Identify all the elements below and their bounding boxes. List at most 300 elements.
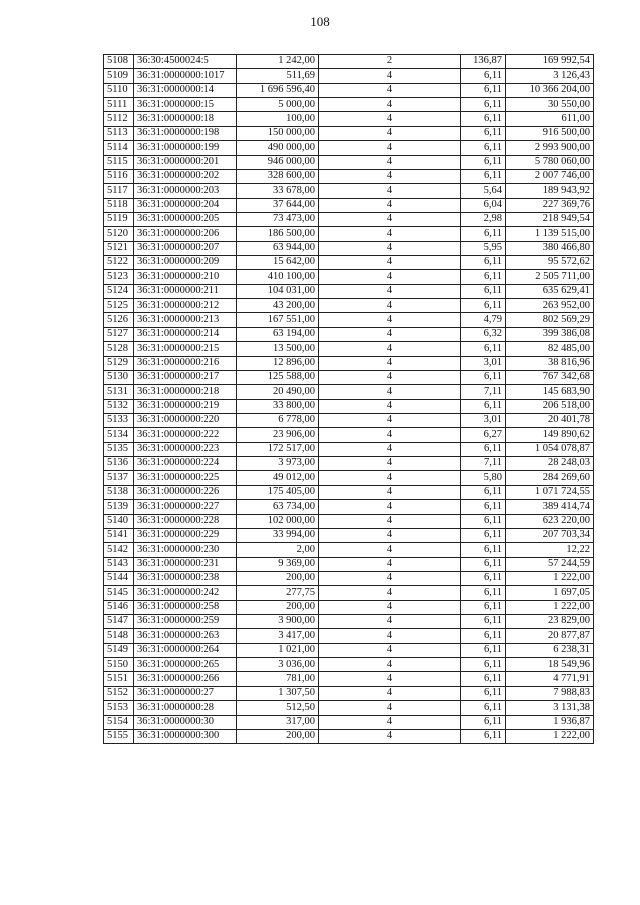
area-cell: 172 517,00 bbox=[237, 442, 319, 456]
code-cell: 4 bbox=[319, 571, 461, 585]
cadastral-number-cell: 36:31:0000000:204 bbox=[134, 198, 237, 212]
table-row bbox=[104, 270, 594, 284]
table-row bbox=[104, 715, 594, 729]
row-number-cell: 5124 bbox=[104, 284, 134, 298]
code-cell: 4 bbox=[319, 227, 461, 241]
cadastral-number-cell: 36:31:0000000:30 bbox=[134, 715, 237, 729]
amount-cell: 207 703,34 bbox=[506, 528, 594, 542]
amount-cell: 218 949,54 bbox=[506, 212, 594, 226]
code-cell: 4 bbox=[319, 442, 461, 456]
row-number-cell: 5114 bbox=[104, 141, 134, 155]
area-cell: 328 600,00 bbox=[237, 169, 319, 183]
row-number-cell: 5119 bbox=[104, 212, 134, 226]
cadastral-number-cell: 36:31:0000000:265 bbox=[134, 658, 237, 672]
cadastral-number-cell: 36:30:4500024:5 bbox=[134, 55, 237, 69]
amount-cell: 30 550,00 bbox=[506, 98, 594, 112]
area-cell: 946 000,00 bbox=[237, 155, 319, 169]
rate-cell: 6,11 bbox=[461, 256, 506, 270]
rate-cell: 6,11 bbox=[461, 543, 506, 557]
rate-cell: 6,11 bbox=[461, 83, 506, 97]
table-row bbox=[104, 442, 594, 456]
cadastral-number-cell: 36:31:0000000:18 bbox=[134, 112, 237, 126]
area-cell: 277,75 bbox=[237, 586, 319, 600]
row-number-cell: 5147 bbox=[104, 615, 134, 629]
area-cell: 167 551,00 bbox=[237, 313, 319, 327]
row-number-cell: 5120 bbox=[104, 227, 134, 241]
area-cell: 200,00 bbox=[237, 571, 319, 585]
area-cell: 15 642,00 bbox=[237, 256, 319, 270]
cadastral-number-cell: 36:31:0000000:217 bbox=[134, 370, 237, 384]
area-cell: 1 307,50 bbox=[237, 686, 319, 700]
rate-cell: 6,11 bbox=[461, 69, 506, 83]
rate-cell: 136,87 bbox=[461, 55, 506, 69]
rate-cell: 6,11 bbox=[461, 270, 506, 284]
area-cell: 511,69 bbox=[237, 69, 319, 83]
row-number-cell: 5136 bbox=[104, 457, 134, 471]
table-row bbox=[104, 184, 594, 198]
cadastral-number-cell: 36:31:0000000:224 bbox=[134, 457, 237, 471]
table-row bbox=[104, 69, 594, 83]
cadastral-number-cell: 36:31:0000000:226 bbox=[134, 485, 237, 499]
rate-cell: 6,11 bbox=[461, 399, 506, 413]
amount-cell: 23 829,00 bbox=[506, 615, 594, 629]
row-number-cell: 5144 bbox=[104, 571, 134, 585]
row-number-cell: 5146 bbox=[104, 600, 134, 614]
cadastral-number-cell: 36:31:0000000:27 bbox=[134, 686, 237, 700]
area-cell: 63 194,00 bbox=[237, 327, 319, 341]
area-cell: 3 036,00 bbox=[237, 658, 319, 672]
code-cell: 4 bbox=[319, 342, 461, 356]
code-cell: 4 bbox=[319, 98, 461, 112]
table-row bbox=[104, 112, 594, 126]
rate-cell: 6,11 bbox=[461, 126, 506, 140]
area-cell: 3 973,00 bbox=[237, 457, 319, 471]
area-cell: 5 000,00 bbox=[237, 98, 319, 112]
amount-cell: 145 683,90 bbox=[506, 385, 594, 399]
amount-cell: 1 071 724,55 bbox=[506, 485, 594, 499]
row-number-cell: 5131 bbox=[104, 385, 134, 399]
row-number-cell: 5108 bbox=[104, 55, 134, 69]
rate-cell: 6,32 bbox=[461, 327, 506, 341]
row-number-cell: 5142 bbox=[104, 543, 134, 557]
table-row bbox=[104, 83, 594, 97]
table-row bbox=[104, 557, 594, 571]
code-cell: 4 bbox=[319, 514, 461, 528]
amount-cell: 12,22 bbox=[506, 543, 594, 557]
rate-cell: 6,11 bbox=[461, 370, 506, 384]
amount-cell: 4 771,91 bbox=[506, 672, 594, 686]
code-cell: 4 bbox=[319, 457, 461, 471]
code-cell: 4 bbox=[319, 256, 461, 270]
row-number-cell: 5111 bbox=[104, 98, 134, 112]
rate-cell: 6,11 bbox=[461, 528, 506, 542]
cadastral-number-cell: 36:31:0000000:1017 bbox=[134, 69, 237, 83]
amount-cell: 18 549,96 bbox=[506, 658, 594, 672]
amount-cell: 1 222,00 bbox=[506, 571, 594, 585]
rate-cell: 7,11 bbox=[461, 385, 506, 399]
amount-cell: 28 248,03 bbox=[506, 457, 594, 471]
row-number-cell: 5134 bbox=[104, 428, 134, 442]
area-cell: 33 994,00 bbox=[237, 528, 319, 542]
code-cell: 4 bbox=[319, 284, 461, 298]
cadastral-number-cell: 36:31:0000000:300 bbox=[134, 729, 237, 743]
row-number-cell: 5132 bbox=[104, 399, 134, 413]
area-cell: 104 031,00 bbox=[237, 284, 319, 298]
code-cell: 4 bbox=[319, 500, 461, 514]
area-cell: 63 944,00 bbox=[237, 241, 319, 255]
table-row bbox=[104, 399, 594, 413]
table-row bbox=[104, 457, 594, 471]
rate-cell: 6,27 bbox=[461, 428, 506, 442]
table-row bbox=[104, 658, 594, 672]
code-cell: 4 bbox=[319, 643, 461, 657]
amount-cell: 1 139 515,00 bbox=[506, 227, 594, 241]
code-cell: 4 bbox=[319, 528, 461, 542]
cadastral-number-cell: 36:31:0000000:203 bbox=[134, 184, 237, 198]
row-number-cell: 5148 bbox=[104, 629, 134, 643]
code-cell: 4 bbox=[319, 299, 461, 313]
cadastral-number-cell: 36:31:0000000:214 bbox=[134, 327, 237, 341]
cadastral-number-cell: 36:31:0000000:215 bbox=[134, 342, 237, 356]
amount-cell: 399 386,08 bbox=[506, 327, 594, 341]
cadastral-number-cell: 36:31:0000000:266 bbox=[134, 672, 237, 686]
amount-cell: 149 890,62 bbox=[506, 428, 594, 442]
cadastral-number-cell: 36:31:0000000:213 bbox=[134, 313, 237, 327]
code-cell: 2 bbox=[319, 55, 461, 69]
amount-cell: 284 269,60 bbox=[506, 471, 594, 485]
code-cell: 4 bbox=[319, 399, 461, 413]
table-row bbox=[104, 571, 594, 585]
amount-cell: 3 126,43 bbox=[506, 69, 594, 83]
cadastral-number-cell: 36:31:0000000:199 bbox=[134, 141, 237, 155]
rate-cell: 6,11 bbox=[461, 141, 506, 155]
code-cell: 4 bbox=[319, 729, 461, 743]
area-cell: 3 417,00 bbox=[237, 629, 319, 643]
code-cell: 4 bbox=[319, 212, 461, 226]
cadastral-number-cell: 36:31:0000000:238 bbox=[134, 571, 237, 585]
rate-cell: 6,11 bbox=[461, 571, 506, 585]
code-cell: 4 bbox=[319, 543, 461, 557]
row-number-cell: 5150 bbox=[104, 658, 134, 672]
rate-cell: 3,01 bbox=[461, 356, 506, 370]
code-cell: 4 bbox=[319, 471, 461, 485]
area-cell: 6 778,00 bbox=[237, 413, 319, 427]
rate-cell: 6,11 bbox=[461, 629, 506, 643]
table-row bbox=[104, 356, 594, 370]
code-cell: 4 bbox=[319, 485, 461, 499]
amount-cell: 802 569,29 bbox=[506, 313, 594, 327]
cadastral-number-cell: 36:31:0000000:263 bbox=[134, 629, 237, 643]
row-number-cell: 5115 bbox=[104, 155, 134, 169]
area-cell: 13 500,00 bbox=[237, 342, 319, 356]
cadastral-number-cell: 36:31:0000000:228 bbox=[134, 514, 237, 528]
area-cell: 12 896,00 bbox=[237, 356, 319, 370]
row-number-cell: 5153 bbox=[104, 701, 134, 715]
cadastral-number-cell: 36:31:0000000:210 bbox=[134, 270, 237, 284]
code-cell: 4 bbox=[319, 270, 461, 284]
page-number: 108 bbox=[310, 14, 330, 29]
table-row bbox=[104, 543, 594, 557]
amount-cell: 38 816,96 bbox=[506, 356, 594, 370]
cadastral-number-cell: 36:31:0000000:198 bbox=[134, 126, 237, 140]
table-row bbox=[104, 586, 594, 600]
code-cell: 4 bbox=[319, 327, 461, 341]
cadastral-number-cell: 36:31:0000000:229 bbox=[134, 528, 237, 542]
table-row bbox=[104, 313, 594, 327]
amount-cell: 1 697,05 bbox=[506, 586, 594, 600]
amount-cell: 389 414,74 bbox=[506, 500, 594, 514]
table-row bbox=[104, 385, 594, 399]
row-number-cell: 5126 bbox=[104, 313, 134, 327]
table-row bbox=[104, 514, 594, 528]
amount-cell: 916 500,00 bbox=[506, 126, 594, 140]
area-cell: 150 000,00 bbox=[237, 126, 319, 140]
table-row bbox=[104, 701, 594, 715]
area-cell: 200,00 bbox=[237, 600, 319, 614]
registry-table bbox=[103, 54, 594, 744]
table-row bbox=[104, 299, 594, 313]
row-number-cell: 5139 bbox=[104, 500, 134, 514]
table-row bbox=[104, 126, 594, 140]
area-cell: 100,00 bbox=[237, 112, 319, 126]
table-row bbox=[104, 241, 594, 255]
cadastral-number-cell: 36:31:0000000:258 bbox=[134, 600, 237, 614]
area-cell: 410 100,00 bbox=[237, 270, 319, 284]
code-cell: 4 bbox=[319, 169, 461, 183]
table-row bbox=[104, 342, 594, 356]
cadastral-number-cell: 36:31:0000000:15 bbox=[134, 98, 237, 112]
amount-cell: 3 131,38 bbox=[506, 701, 594, 715]
registry-table-body bbox=[104, 55, 594, 744]
cadastral-number-cell: 36:31:0000000:216 bbox=[134, 356, 237, 370]
area-cell: 2,00 bbox=[237, 543, 319, 557]
row-number-cell: 5109 bbox=[104, 69, 134, 83]
row-number-cell: 5130 bbox=[104, 370, 134, 384]
code-cell: 4 bbox=[319, 600, 461, 614]
area-cell: 186 500,00 bbox=[237, 227, 319, 241]
table-row bbox=[104, 413, 594, 427]
amount-cell: 380 466,80 bbox=[506, 241, 594, 255]
amount-cell: 10 366 204,00 bbox=[506, 83, 594, 97]
code-cell: 4 bbox=[319, 428, 461, 442]
amount-cell: 2 505 711,00 bbox=[506, 270, 594, 284]
amount-cell: 169 992,54 bbox=[506, 55, 594, 69]
area-cell: 20 490,00 bbox=[237, 385, 319, 399]
rate-cell: 4,79 bbox=[461, 313, 506, 327]
rate-cell: 5,80 bbox=[461, 471, 506, 485]
amount-cell: 1 222,00 bbox=[506, 600, 594, 614]
cadastral-number-cell: 36:31:0000000:212 bbox=[134, 299, 237, 313]
code-cell: 4 bbox=[319, 557, 461, 571]
code-cell: 4 bbox=[319, 126, 461, 140]
area-cell: 125 588,00 bbox=[237, 370, 319, 384]
code-cell: 4 bbox=[319, 83, 461, 97]
amount-cell: 57 244,59 bbox=[506, 557, 594, 571]
code-cell: 4 bbox=[319, 629, 461, 643]
amount-cell: 1 936,87 bbox=[506, 715, 594, 729]
table-row bbox=[104, 212, 594, 226]
cadastral-number-cell: 36:31:0000000:28 bbox=[134, 701, 237, 715]
cadastral-number-cell: 36:31:0000000:218 bbox=[134, 385, 237, 399]
rate-cell: 6,11 bbox=[461, 155, 506, 169]
table-row bbox=[104, 615, 594, 629]
amount-cell: 1 222,00 bbox=[506, 729, 594, 743]
amount-cell: 2 993 900,00 bbox=[506, 141, 594, 155]
code-cell: 4 bbox=[319, 356, 461, 370]
area-cell: 33 678,00 bbox=[237, 184, 319, 198]
code-cell: 4 bbox=[319, 184, 461, 198]
rate-cell: 7,11 bbox=[461, 457, 506, 471]
cadastral-number-cell: 36:31:0000000:223 bbox=[134, 442, 237, 456]
rate-cell: 3,01 bbox=[461, 413, 506, 427]
cadastral-number-cell: 36:31:0000000:225 bbox=[134, 471, 237, 485]
code-cell: 4 bbox=[319, 141, 461, 155]
cadastral-number-cell: 36:31:0000000:259 bbox=[134, 615, 237, 629]
table-row bbox=[104, 629, 594, 643]
code-cell: 4 bbox=[319, 615, 461, 629]
code-cell: 4 bbox=[319, 155, 461, 169]
table-row bbox=[104, 327, 594, 341]
row-number-cell: 5122 bbox=[104, 256, 134, 270]
row-number-cell: 5149 bbox=[104, 643, 134, 657]
row-number-cell: 5138 bbox=[104, 485, 134, 499]
area-cell: 102 000,00 bbox=[237, 514, 319, 528]
area-cell: 1 021,00 bbox=[237, 643, 319, 657]
rate-cell: 6,11 bbox=[461, 557, 506, 571]
code-cell: 4 bbox=[319, 69, 461, 83]
amount-cell: 189 943,92 bbox=[506, 184, 594, 198]
code-cell: 4 bbox=[319, 112, 461, 126]
code-cell: 4 bbox=[319, 413, 461, 427]
row-number-cell: 5128 bbox=[104, 342, 134, 356]
table-row bbox=[104, 686, 594, 700]
row-number-cell: 5125 bbox=[104, 299, 134, 313]
amount-cell: 7 988,83 bbox=[506, 686, 594, 700]
code-cell: 4 bbox=[319, 701, 461, 715]
row-number-cell: 5143 bbox=[104, 557, 134, 571]
table-row bbox=[104, 485, 594, 499]
row-number-cell: 5110 bbox=[104, 83, 134, 97]
rate-cell: 6,11 bbox=[461, 98, 506, 112]
row-number-cell: 5152 bbox=[104, 686, 134, 700]
amount-cell: 227 369,76 bbox=[506, 198, 594, 212]
code-cell: 4 bbox=[319, 370, 461, 384]
cadastral-number-cell: 36:31:0000000:201 bbox=[134, 155, 237, 169]
rate-cell: 6,11 bbox=[461, 227, 506, 241]
row-number-cell: 5113 bbox=[104, 126, 134, 140]
rate-cell: 6,11 bbox=[461, 169, 506, 183]
amount-cell: 635 629,41 bbox=[506, 284, 594, 298]
amount-cell: 95 572,62 bbox=[506, 256, 594, 270]
cadastral-number-cell: 36:31:0000000:209 bbox=[134, 256, 237, 270]
rate-cell: 6,11 bbox=[461, 729, 506, 743]
area-cell: 3 900,00 bbox=[237, 615, 319, 629]
cadastral-number-cell: 36:31:0000000:206 bbox=[134, 227, 237, 241]
amount-cell: 767 342,68 bbox=[506, 370, 594, 384]
cadastral-number-cell: 36:31:0000000:205 bbox=[134, 212, 237, 226]
area-cell: 512,50 bbox=[237, 701, 319, 715]
row-number-cell: 5117 bbox=[104, 184, 134, 198]
rate-cell: 6,11 bbox=[461, 514, 506, 528]
area-cell: 33 800,00 bbox=[237, 399, 319, 413]
rate-cell: 6,11 bbox=[461, 715, 506, 729]
table-row bbox=[104, 370, 594, 384]
rate-cell: 6,11 bbox=[461, 586, 506, 600]
cadastral-number-cell: 36:31:0000000:264 bbox=[134, 643, 237, 657]
table-row bbox=[104, 198, 594, 212]
rate-cell: 6,11 bbox=[461, 500, 506, 514]
row-number-cell: 5141 bbox=[104, 528, 134, 542]
table-row bbox=[104, 284, 594, 298]
amount-cell: 611,00 bbox=[506, 112, 594, 126]
amount-cell: 2 007 746,00 bbox=[506, 169, 594, 183]
rate-cell: 2,98 bbox=[461, 212, 506, 226]
table-row bbox=[104, 141, 594, 155]
rate-cell: 6,11 bbox=[461, 658, 506, 672]
row-number-cell: 5127 bbox=[104, 327, 134, 341]
amount-cell: 6 238,31 bbox=[506, 643, 594, 657]
row-number-cell: 5129 bbox=[104, 356, 134, 370]
cadastral-number-cell: 36:31:0000000:202 bbox=[134, 169, 237, 183]
row-number-cell: 5155 bbox=[104, 729, 134, 743]
rate-cell: 6,11 bbox=[461, 600, 506, 614]
rate-cell: 6,11 bbox=[461, 643, 506, 657]
table-row bbox=[104, 55, 594, 69]
rate-cell: 6,11 bbox=[461, 686, 506, 700]
cadastral-number-cell: 36:31:0000000:230 bbox=[134, 543, 237, 557]
row-number-cell: 5118 bbox=[104, 198, 134, 212]
area-cell: 9 369,00 bbox=[237, 557, 319, 571]
rate-cell: 6,11 bbox=[461, 284, 506, 298]
table-row bbox=[104, 169, 594, 183]
code-cell: 4 bbox=[319, 658, 461, 672]
row-number-cell: 5154 bbox=[104, 715, 134, 729]
rate-cell: 6,04 bbox=[461, 198, 506, 212]
cadastral-number-cell: 36:31:0000000:14 bbox=[134, 83, 237, 97]
rate-cell: 6,11 bbox=[461, 299, 506, 313]
rate-cell: 6,11 bbox=[461, 342, 506, 356]
cadastral-number-cell: 36:31:0000000:211 bbox=[134, 284, 237, 298]
amount-cell: 5 780 060,00 bbox=[506, 155, 594, 169]
cadastral-number-cell: 36:31:0000000:207 bbox=[134, 241, 237, 255]
code-cell: 4 bbox=[319, 672, 461, 686]
row-number-cell: 5135 bbox=[104, 442, 134, 456]
row-number-cell: 5116 bbox=[104, 169, 134, 183]
cadastral-number-cell: 36:31:0000000:231 bbox=[134, 557, 237, 571]
cadastral-number-cell: 36:31:0000000:220 bbox=[134, 413, 237, 427]
row-number-cell: 5137 bbox=[104, 471, 134, 485]
area-cell: 37 644,00 bbox=[237, 198, 319, 212]
code-cell: 4 bbox=[319, 241, 461, 255]
row-number-cell: 5112 bbox=[104, 112, 134, 126]
amount-cell: 206 518,00 bbox=[506, 399, 594, 413]
code-cell: 4 bbox=[319, 385, 461, 399]
amount-cell: 82 485,00 bbox=[506, 342, 594, 356]
table-row bbox=[104, 672, 594, 686]
table-row bbox=[104, 600, 594, 614]
code-cell: 4 bbox=[319, 198, 461, 212]
amount-cell: 1 054 078,87 bbox=[506, 442, 594, 456]
area-cell: 490 000,00 bbox=[237, 141, 319, 155]
rate-cell: 6,11 bbox=[461, 442, 506, 456]
amount-cell: 20 877,87 bbox=[506, 629, 594, 643]
area-cell: 1 242,00 bbox=[237, 55, 319, 69]
row-number-cell: 5145 bbox=[104, 586, 134, 600]
area-cell: 43 200,00 bbox=[237, 299, 319, 313]
code-cell: 4 bbox=[319, 715, 461, 729]
rate-cell: 6,11 bbox=[461, 485, 506, 499]
amount-cell: 263 952,00 bbox=[506, 299, 594, 313]
